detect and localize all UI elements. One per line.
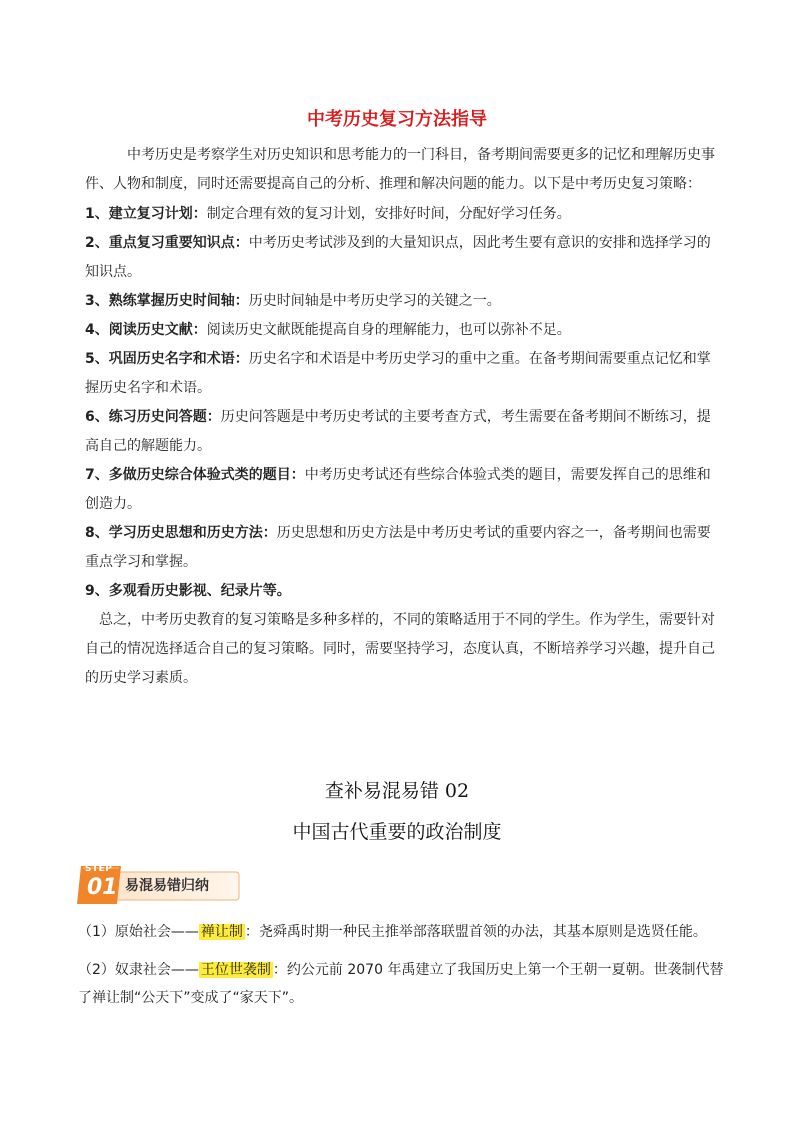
strategy-body: 历史名字和术语是中考历史学习的重中之重。在备考期间需要重点记忆和掌握历史名字和术语。: [85, 351, 711, 396]
list-item: [78, 956, 728, 1012]
strategy-head: 9、多观看历史影视、纪录片等。: [85, 583, 291, 599]
strategy-head: 5、巩固历史名字和术语：: [85, 351, 249, 367]
highlighted-term: 王位世袭制: [200, 962, 271, 978]
badge-label: 易混易错归纳: [125, 878, 209, 894]
badge-step-text: STEP: [85, 864, 113, 874]
strategy-head: 4、阅读历史文献：: [85, 322, 207, 338]
strategy-item: [85, 287, 720, 316]
intro-paragraph: 中考历史是考察学生对历史知识和思考能力的一门科目，备考期间需要更多的记忆和理解历史事件、人物和制度，同时还需要提高自己的分析、推理和解决问题的能力。以下是中考历史复习策略：: [85, 147, 715, 192]
strategy-item: [85, 229, 720, 287]
strategy-body: 制定合理有效的复习计划，安排好时间，分配好学习任务。: [206, 206, 571, 222]
strategy-body: 阅读历史文献既能提高自身的理解能力，也可以弥补不足。: [206, 322, 571, 338]
step-badge: [73, 864, 243, 908]
strategy-item: [85, 403, 720, 461]
list-item: [78, 918, 728, 946]
strategy-item: [85, 461, 720, 519]
strategy-body: 历史问答题是中考历史考试的主要考查方式，考生需要在备考期间不断练习，提高自己的解题能力。: [85, 409, 711, 454]
strategy-item: [85, 316, 720, 345]
strategy-item: [85, 577, 720, 606]
strategy-head: 6、练习历史问答题：: [85, 409, 221, 425]
item-prefix: （2）奴隶社会——: [78, 962, 199, 978]
document-title: 中考历史复习方法指导: [307, 109, 487, 130]
strategy-item: [85, 345, 720, 403]
summary-paragraph: 总之，中考历史教育的复习策略是多种多样的，不同的策略适用于不同的学生。作为学生，需要针对自己的情况选择适合自己的复习策略。同时，需要坚持学习，态度认真，不断培养学习兴趣，提升自己的历史学习素质。: [85, 612, 715, 686]
item-prefix: （1）原始社会——: [78, 924, 199, 940]
strategy-body: 中考历史考试涉及到的大量知识点，因此考生要有意识的安排和选择学习的知识点。: [85, 235, 711, 280]
strategy-body: 历史时间轴是中考历史学习的关键之一。: [248, 293, 501, 309]
highlighted-term: 禅让制: [200, 924, 243, 940]
section-subtitle: 中国古代重要的政治制度: [292, 821, 502, 843]
item-body: ：约公元前 2070 年禹建立了我国历史上第一个王朝一夏朝。世袭制代替了禅让制“公天下”变成了“家天下”。: [78, 962, 724, 1006]
section-title: 查补易混易错 02: [324, 780, 470, 802]
strategy-item: [85, 200, 720, 229]
strategy-head: 7、多做历史综合体验式类的题目：: [85, 467, 305, 483]
strategy-head: 2、重点复习重要知识点：: [85, 235, 249, 251]
strategy-head: 8、学习历史思想和历史方法：: [85, 525, 277, 541]
badge-number: 01: [87, 875, 118, 900]
item-body: ：尧舜禹时期一种民主推举部落联盟首领的办法，其基本原则是选贤任能。: [244, 924, 707, 940]
strategy-item: [85, 519, 720, 577]
strategy-body: 中考历史考试还有些综合体验式类的题目，需要发挥自己的思维和创造力。: [85, 467, 711, 512]
strategy-head: 1、建立复习计划：: [85, 206, 207, 222]
strategy-head: 3、熟练掌握历史时间轴：: [85, 293, 249, 309]
strategy-body: 历史思想和历史方法是中考历史考试的重要内容之一，备考期间也需要重点学习和掌握。: [85, 525, 711, 570]
